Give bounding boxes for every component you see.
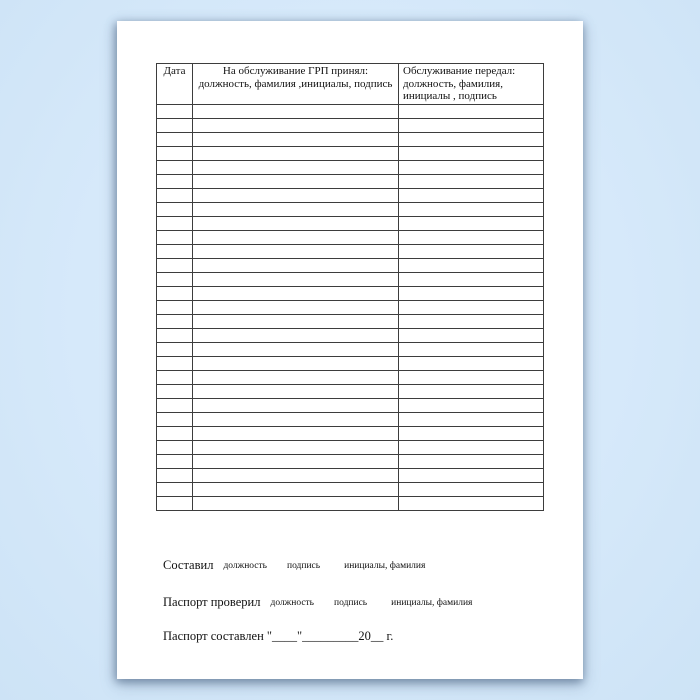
cell-date (157, 244, 193, 258)
cell-accepted (193, 202, 399, 216)
table-row (157, 118, 544, 132)
cell-date (157, 146, 193, 160)
cell-accepted (193, 146, 399, 160)
table-row (157, 230, 544, 244)
composed-signature-row (163, 555, 425, 573)
cell-transferred (399, 482, 544, 496)
table-row (157, 244, 544, 258)
cell-date (157, 454, 193, 468)
cell-date (157, 160, 193, 174)
table-row (157, 454, 544, 468)
cell-accepted (193, 244, 399, 258)
field-caption: подпись (334, 598, 368, 608)
table-row (157, 314, 544, 328)
cell-transferred (399, 384, 544, 398)
cell-date (157, 174, 193, 188)
cell-date (157, 314, 193, 328)
header-cell-accepted (193, 64, 399, 105)
table-body (157, 104, 544, 510)
cell-transferred (399, 426, 544, 440)
cell-transferred (399, 440, 544, 454)
composed-field-signature (287, 555, 320, 573)
table-row (157, 146, 544, 160)
table-row (157, 440, 544, 454)
cell-transferred (399, 174, 544, 188)
cell-transferred (399, 188, 544, 202)
cell-accepted (193, 300, 399, 314)
cell-accepted (193, 118, 399, 132)
cell-date (157, 370, 193, 384)
cell-date (157, 412, 193, 426)
cell-transferred (399, 104, 544, 118)
cell-transferred (399, 398, 544, 412)
cell-accepted (193, 132, 399, 146)
header-date-label: Дата (163, 65, 186, 77)
cell-accepted (193, 188, 399, 202)
table-row (157, 272, 544, 286)
composed-field-position (223, 555, 267, 573)
cell-date (157, 398, 193, 412)
field-caption: инициалы, фамилия (391, 598, 473, 608)
table-row (157, 412, 544, 426)
table-row (157, 188, 544, 202)
header-row (157, 64, 544, 105)
field-caption: должность (270, 598, 315, 608)
compiled-date-line: Паспорт составлен "____"_________20__ г. (163, 629, 394, 643)
cell-transferred (399, 454, 544, 468)
cell-transferred (399, 300, 544, 314)
checked-field-position (270, 592, 314, 610)
cell-accepted (193, 104, 399, 118)
header-cell-transferred (399, 64, 544, 105)
header-accepted-line2: должность, фамилия ,инициалы, подпись (198, 77, 393, 90)
cell-accepted (193, 174, 399, 188)
cell-date (157, 440, 193, 454)
table-row (157, 370, 544, 384)
checked-field-signature (334, 592, 367, 610)
cell-transferred (399, 230, 544, 244)
cell-transferred (399, 272, 544, 286)
cell-date (157, 258, 193, 272)
checked-label: Паспорт проверил (163, 595, 261, 609)
field-caption: подпись (287, 561, 321, 571)
table-header (157, 64, 544, 105)
cell-accepted (193, 398, 399, 412)
cell-transferred (399, 244, 544, 258)
cell-date (157, 482, 193, 496)
cell-accepted (193, 314, 399, 328)
cell-transferred (399, 314, 544, 328)
cell-accepted (193, 482, 399, 496)
cell-date (157, 272, 193, 286)
cell-transferred (399, 286, 544, 300)
cell-accepted (193, 370, 399, 384)
table-row (157, 202, 544, 216)
cell-date (157, 286, 193, 300)
table-row (157, 160, 544, 174)
cell-accepted (193, 496, 399, 510)
header-transferred-line2: должность, фамилия, (403, 77, 503, 90)
cell-accepted (193, 440, 399, 454)
cell-date (157, 342, 193, 356)
table-row (157, 496, 544, 510)
table-row (157, 384, 544, 398)
field-caption: должность (223, 561, 267, 571)
cell-transferred (399, 342, 544, 356)
checked-field-name (391, 592, 472, 610)
cell-transferred (399, 328, 544, 342)
cell-transferred (399, 258, 544, 272)
cell-accepted (193, 328, 399, 342)
cell-transferred (399, 356, 544, 370)
cell-accepted (193, 272, 399, 286)
cell-date (157, 468, 193, 482)
table-row (157, 482, 544, 496)
composed-field-name (344, 555, 425, 573)
cell-accepted (193, 258, 399, 272)
header-transferred-line1: Обслуживание передал: (403, 65, 516, 77)
cell-date (157, 216, 193, 230)
header-transferred-line3: инициалы , подпись (403, 90, 497, 102)
cell-date (157, 104, 193, 118)
header-accepted-line1: На обслуживание ГРП принял: (222, 65, 369, 77)
cell-date (157, 230, 193, 244)
cell-accepted (193, 216, 399, 230)
table-row (157, 300, 544, 314)
cell-transferred (399, 132, 544, 146)
table-row (157, 356, 544, 370)
checked-signature-row (163, 592, 472, 610)
field-caption: инициалы, фамилия (344, 561, 426, 571)
cell-date (157, 356, 193, 370)
cell-transferred (399, 496, 544, 510)
cell-accepted (193, 412, 399, 426)
cell-accepted (193, 468, 399, 482)
cell-transferred (399, 146, 544, 160)
cell-accepted (193, 384, 399, 398)
table-row (157, 258, 544, 272)
header-cell-date (157, 64, 193, 105)
cell-accepted (193, 160, 399, 174)
table-row (157, 132, 544, 146)
service-log-table (156, 63, 544, 511)
table-row (157, 342, 544, 356)
cell-accepted (193, 230, 399, 244)
table-row (157, 104, 544, 118)
cell-transferred (399, 412, 544, 426)
cell-date (157, 118, 193, 132)
cell-transferred (399, 468, 544, 482)
cell-date (157, 384, 193, 398)
cell-transferred (399, 118, 544, 132)
cell-date (157, 202, 193, 216)
composed-label: Составил (163, 558, 214, 572)
cell-transferred (399, 160, 544, 174)
cell-date (157, 328, 193, 342)
cell-accepted (193, 342, 399, 356)
table-row (157, 286, 544, 300)
cell-transferred (399, 216, 544, 230)
cell-accepted (193, 356, 399, 370)
cell-accepted (193, 426, 399, 440)
table-row (157, 328, 544, 342)
document-page (117, 21, 583, 679)
cell-date (157, 426, 193, 440)
table-row (157, 468, 544, 482)
cell-accepted (193, 286, 399, 300)
cell-date (157, 496, 193, 510)
table-row (157, 426, 544, 440)
cell-date (157, 300, 193, 314)
table-row (157, 398, 544, 412)
table-row (157, 216, 544, 230)
cell-transferred (399, 370, 544, 384)
cell-date (157, 132, 193, 146)
table-row (157, 174, 544, 188)
cell-transferred (399, 202, 544, 216)
cell-date (157, 188, 193, 202)
cell-accepted (193, 454, 399, 468)
